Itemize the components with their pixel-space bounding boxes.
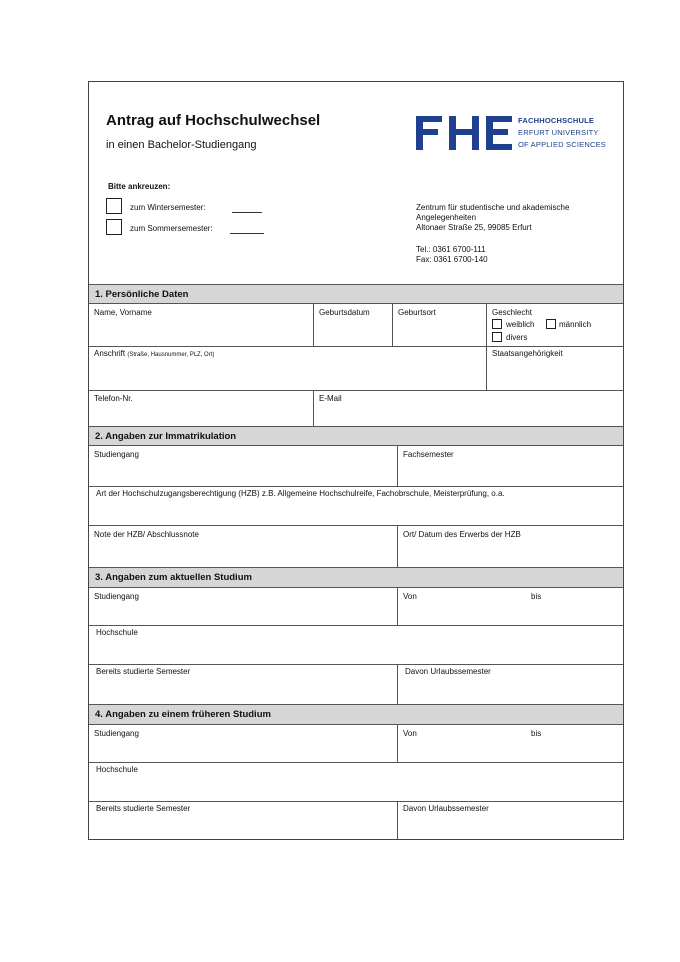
logo-line-2: ERFURT UNIVERSITY bbox=[518, 128, 599, 137]
gender-label: Geschlecht bbox=[492, 308, 533, 317]
divider bbox=[89, 801, 623, 802]
s4-from-label: Von bbox=[403, 729, 417, 738]
gender-diverse-label: divers bbox=[506, 333, 528, 342]
contact-fax: Fax: 0361 6700-140 bbox=[416, 255, 488, 264]
s2-hzb-type-label: Art der Hochschulzugangsberechtigung (HZB) z.B. Allgemeine Hochschulreife, Fachobrschule, Meisterprüfung, o.a. bbox=[96, 489, 505, 498]
section-4-header bbox=[89, 705, 623, 724]
s4-to-label: bis bbox=[531, 729, 542, 738]
s3-to-label: bis bbox=[531, 592, 542, 601]
citizenship-field[interactable] bbox=[487, 360, 623, 389]
address-field[interactable] bbox=[89, 360, 485, 389]
logo-line-1: FACHHOCHSCHULE bbox=[518, 116, 595, 125]
logo-line-3: OF APPLIED SCIENCES bbox=[518, 140, 606, 149]
s4-program-label: Studiengang bbox=[94, 729, 139, 738]
contact-address: Altonaer Straße 25, 99085 Erfurt bbox=[416, 223, 532, 232]
name-label: Name, Vorname bbox=[94, 308, 152, 317]
summer-semester-blank[interactable] bbox=[230, 233, 264, 234]
s4-university-label: Hochschule bbox=[96, 765, 138, 774]
divider bbox=[313, 304, 314, 346]
s3-leave-label: Davon Urlaubssemester bbox=[405, 667, 491, 676]
winter-semester-label: zum Wintersemester: bbox=[130, 203, 206, 212]
divider bbox=[89, 587, 623, 588]
section-3-title: 3. Angaben zum aktuellen Studium bbox=[95, 572, 252, 583]
s2-hzb-place-date-label: Ort/ Datum des Erwerbs der HZB bbox=[403, 530, 521, 539]
divider bbox=[89, 525, 623, 526]
birthdate-label: Geburtsdatum bbox=[319, 308, 370, 317]
summer-semester-checkbox[interactable] bbox=[106, 219, 122, 235]
divider bbox=[89, 445, 623, 446]
s2-hzb-grade-label: Note der HZB/ Abschlussnote bbox=[94, 530, 199, 539]
fhe-logo-letters bbox=[416, 116, 512, 150]
winter-semester-blank[interactable] bbox=[232, 212, 262, 213]
contact-phone: Tel.: 0361 6700-111 bbox=[416, 245, 486, 254]
divider bbox=[89, 625, 623, 626]
gender-male-checkbox[interactable] bbox=[546, 319, 556, 329]
divider bbox=[89, 762, 623, 763]
divider bbox=[397, 588, 398, 625]
tick-instruction: Bitte ankreuzen: bbox=[108, 182, 171, 191]
gender-female-label: weiblich bbox=[506, 320, 535, 329]
divider bbox=[89, 724, 623, 725]
form-subtitle: in einen Bachelor-Studiengang bbox=[106, 139, 257, 151]
section-2-header bbox=[89, 427, 623, 445]
gender-diverse-checkbox[interactable] bbox=[492, 332, 502, 342]
divider bbox=[89, 303, 623, 304]
citizenship-label: Staatsangehörigkeit bbox=[492, 349, 563, 358]
divider bbox=[397, 446, 398, 486]
section-4-title: 4. Angaben zu einem früheren Studium bbox=[95, 709, 271, 720]
section-3-header bbox=[89, 568, 623, 587]
address-label-text: Anschrift bbox=[94, 349, 126, 358]
fhe-logo bbox=[416, 116, 512, 150]
contact-line-1: Zentrum für studentische und akademische bbox=[416, 203, 570, 212]
s3-university-label: Hochschule bbox=[96, 628, 138, 637]
phone-label: Telefon-Nr. bbox=[94, 394, 133, 403]
section-1-title: 1. Persönliche Daten bbox=[95, 289, 189, 300]
birthplace-label: Geburtsort bbox=[398, 308, 436, 317]
s3-semesters-label: Bereits studierte Semester bbox=[96, 667, 191, 676]
gender-male-label: männlich bbox=[559, 320, 592, 329]
divider bbox=[89, 346, 623, 347]
s3-from-label: Von bbox=[403, 592, 417, 601]
s2-program-label: Studiengang bbox=[94, 450, 139, 459]
divider bbox=[89, 390, 623, 391]
divider bbox=[397, 525, 398, 567]
divider bbox=[397, 801, 398, 839]
s4-leave-label: Davon Urlaubssemester bbox=[403, 804, 489, 813]
divider bbox=[89, 486, 623, 487]
divider bbox=[397, 664, 398, 704]
form-title: Antrag auf Hochschulwechsel bbox=[106, 112, 321, 129]
s3-program-label: Studiengang bbox=[94, 592, 139, 601]
section-1-header bbox=[89, 285, 623, 303]
email-label: E-Mail bbox=[319, 394, 342, 403]
divider bbox=[392, 304, 393, 346]
address-hint: (Straße, Hausnummer, PLZ, Ort) bbox=[127, 352, 215, 358]
address-label bbox=[94, 349, 214, 358]
winter-semester-checkbox[interactable] bbox=[106, 198, 122, 214]
section-2-title: 2. Angaben zur Immatrikulation bbox=[95, 431, 237, 442]
gender-female-checkbox[interactable] bbox=[492, 319, 502, 329]
contact-line-2: Angelegenheiten bbox=[416, 213, 477, 222]
divider bbox=[397, 725, 398, 762]
divider bbox=[313, 390, 314, 426]
s2-subject-semester-label: Fachsemester bbox=[403, 450, 454, 459]
divider bbox=[89, 664, 623, 665]
s4-semesters-label: Bereits studierte Semester bbox=[96, 804, 191, 813]
summer-semester-label: zum Sommersemester: bbox=[130, 224, 213, 233]
form-frame bbox=[88, 81, 624, 840]
